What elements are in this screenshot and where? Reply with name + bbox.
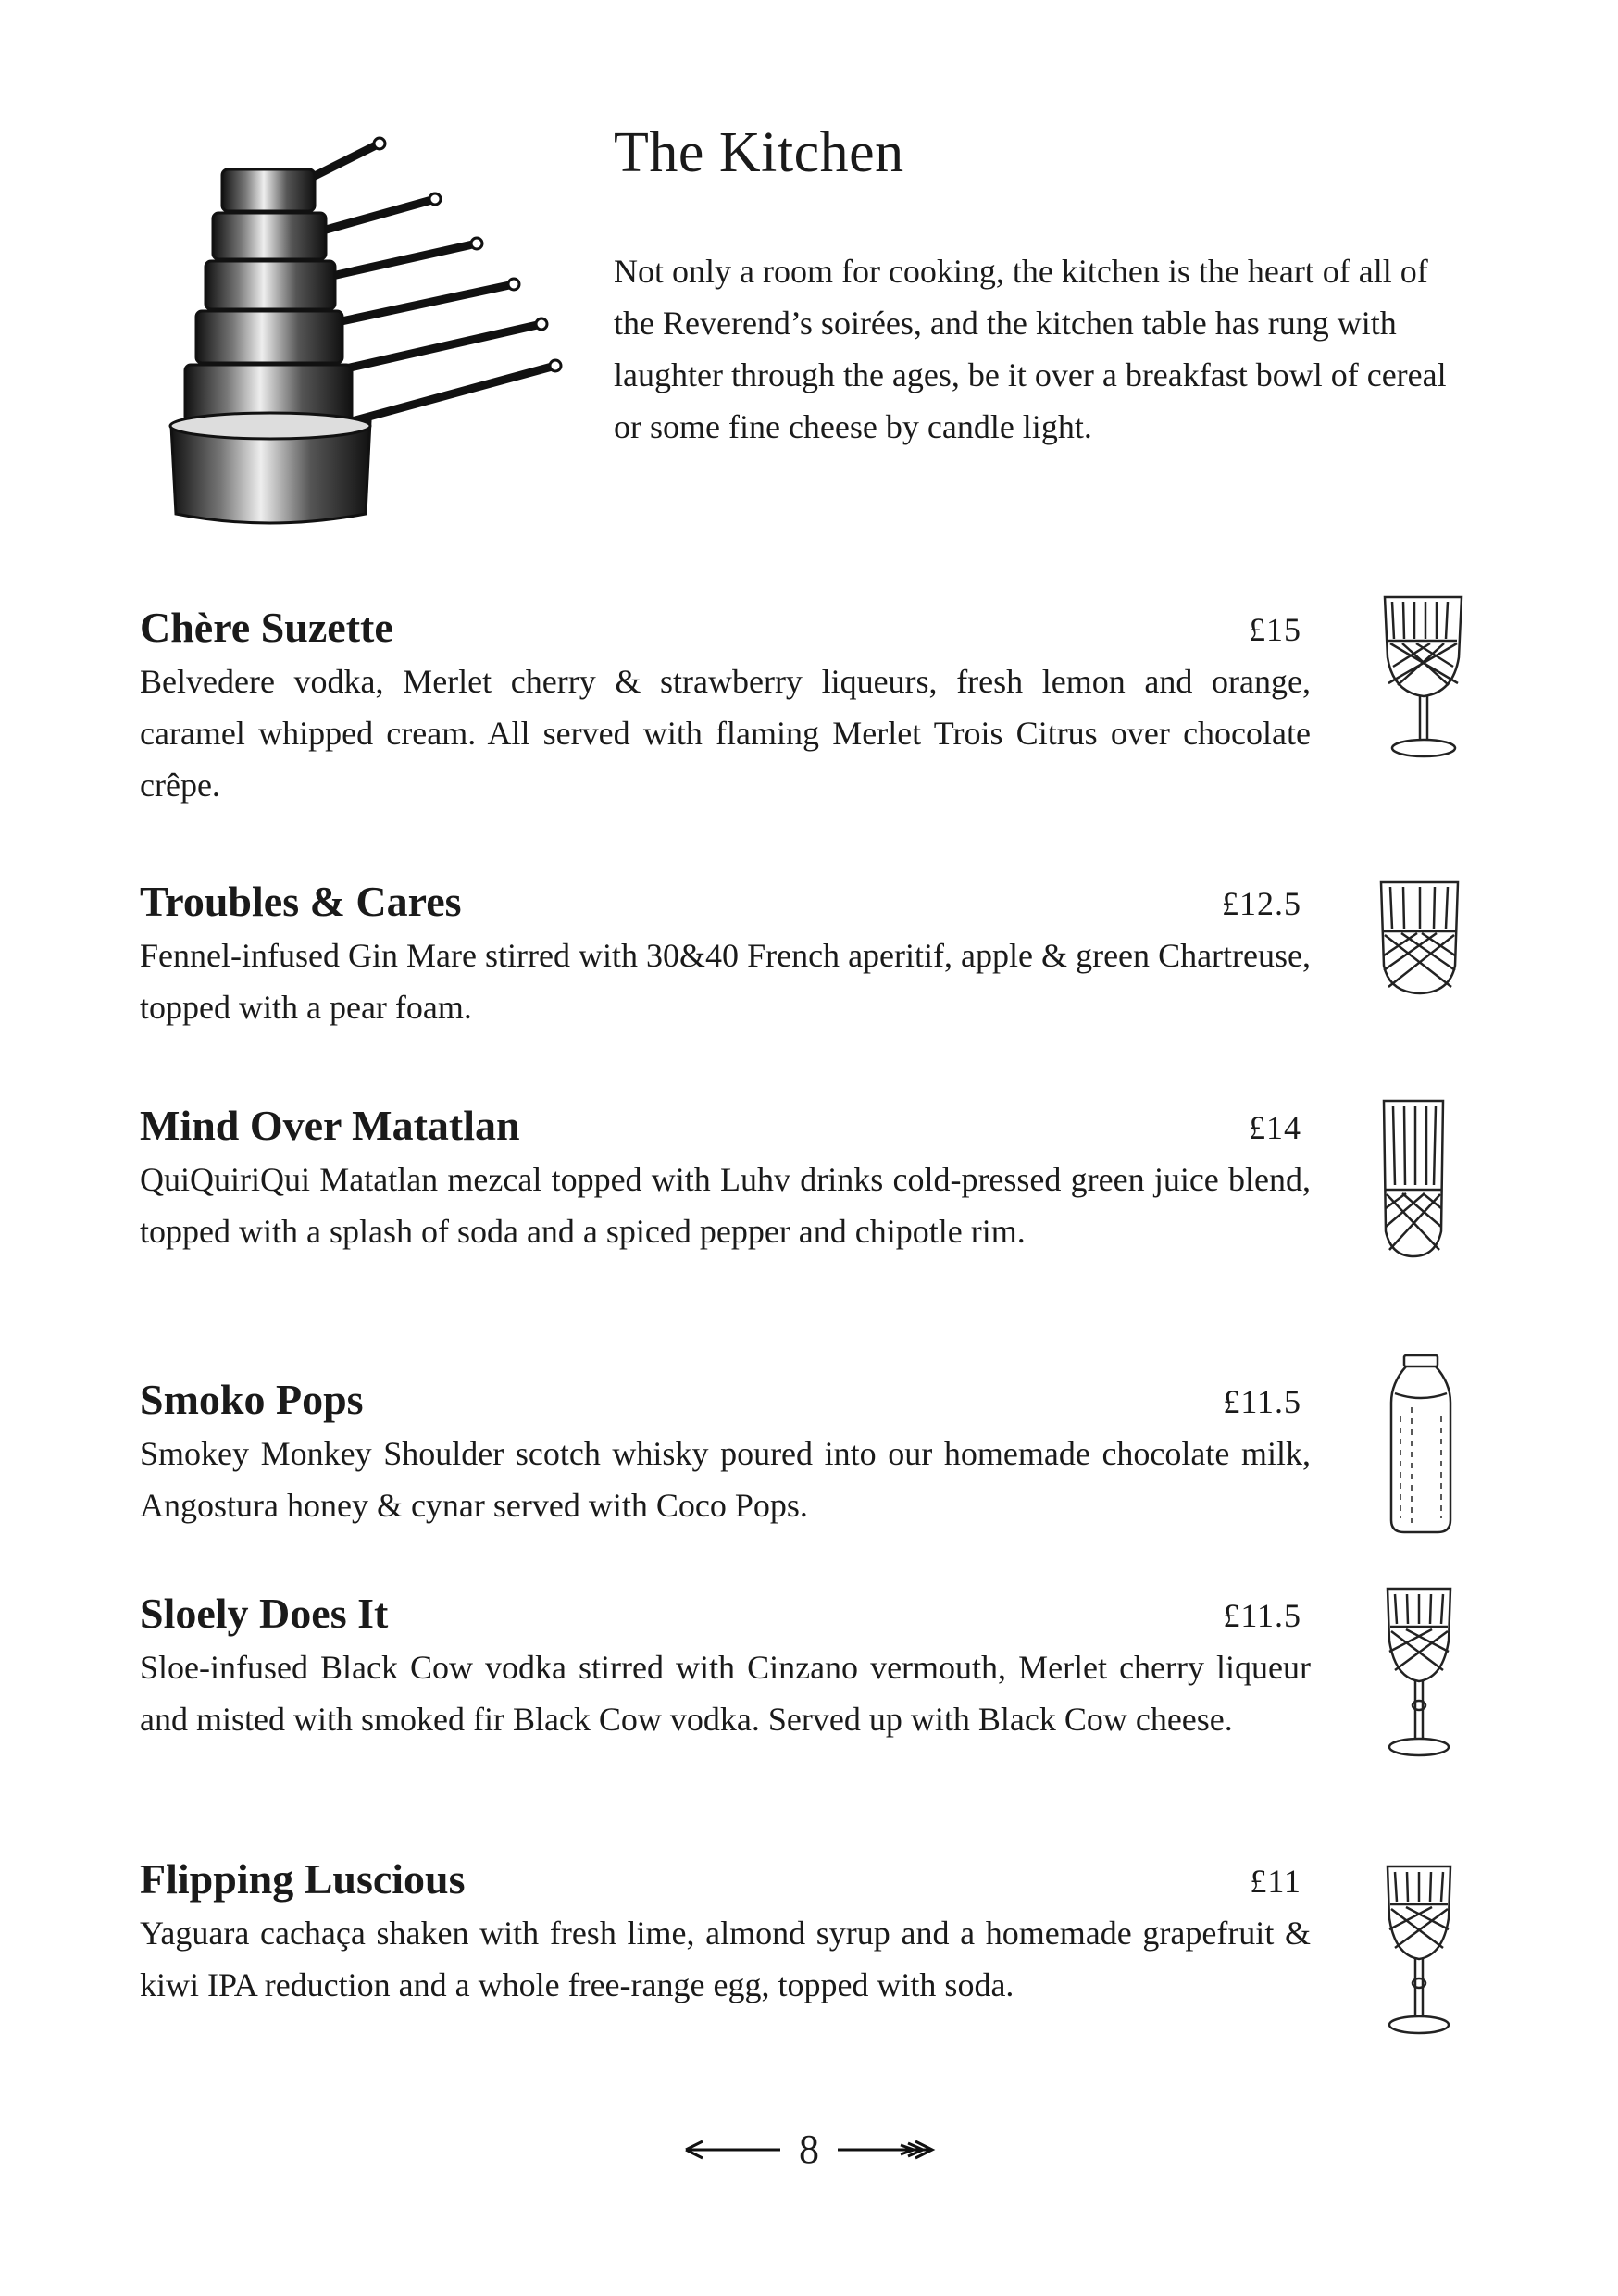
item-price: £11.5 [1223, 1597, 1301, 1634]
menu-item-smoko-pops [140, 1372, 1311, 1531]
saucepans-illustration [157, 125, 574, 532]
item-description: Fennel-infused Gin Mare stirred with 30&40 French aperitif, apple & green Chartreuse, topped with a pear foam. [140, 937, 1311, 1026]
section-title: The Kitchen [614, 121, 904, 184]
item-description: QuiQuiriQui Matatlan mezcal topped with Luhv drinks cold-pressed green juice blend, topped with a splash of soda and a spiced pepper and chipotle rim. [140, 1161, 1311, 1250]
item-price: £11 [1250, 1863, 1301, 1900]
menu-item-troubles-and-cares [140, 874, 1311, 1033]
wine-glass-icon [1382, 1585, 1456, 1761]
item-name: Troubles & Cares [140, 878, 462, 925]
item-description: Belvedere vodka, Merlet cherry & strawberry liqueurs, fresh lemon and orange, caramel whipped cream. All served with flaming Merlet Trois Citrus over chocolate crêpe. [140, 663, 1311, 804]
item-description: Yaguara cachaça shaken with fresh lime, almond syrup and a homemade grapefruit & kiwi IPA reduction and a whole free-range egg, topped with soda. [140, 1915, 1311, 2003]
section-intro: Not only a room for cooking, the kitchen is the heart of all of the Reverend’s soirées, and the kitchen table has rung with laughter through the ages, be it over a breakfast bowl of cereal or some fine cheese by candle light. [614, 253, 1447, 445]
tumbler-glass-icon [1375, 878, 1463, 998]
page-number: 8 [799, 2127, 819, 2172]
item-price: £14 [1249, 1109, 1301, 1146]
item-price: £15 [1249, 611, 1301, 648]
item-name: Mind Over Matatlan [140, 1102, 520, 1149]
page-footer [0, 2122, 1618, 2177]
menu-item-flipping-luscious [140, 1852, 1311, 2011]
highball-glass-icon [1376, 1097, 1450, 1259]
item-name: Chère Suzette [140, 604, 393, 651]
item-name: Smoko Pops [140, 1376, 364, 1423]
item-description: Sloe-infused Black Cow vodka stirred with Cinzano vermouth, Merlet cherry liqueur and misted with smoked fir Black Cow vodka. Served up with Black Cow cheese. [140, 1649, 1311, 1738]
item-name: Sloely Does It [140, 1590, 389, 1637]
right-arrow-ornament-icon [834, 2136, 936, 2164]
menu-item-mind-over-matatlan [140, 1098, 1311, 1257]
milk-bottle-icon [1384, 1352, 1458, 1537]
goblet-glass-icon [1379, 593, 1467, 764]
item-price: £12.5 [1222, 885, 1301, 922]
wine-glass-icon [1382, 1863, 1456, 2039]
item-name: Flipping Luscious [140, 1855, 466, 1903]
item-description: Smokey Monkey Shoulder scotch whisky poured into our homemade chocolate milk, Angostura honey & cynar served with Coco Pops. [140, 1435, 1311, 1524]
left-arrow-ornament-icon [682, 2136, 784, 2164]
menu-item-sloely-does-it [140, 1586, 1311, 1745]
menu-item-chere-suzette [140, 600, 1311, 811]
item-price: £11.5 [1223, 1383, 1301, 1420]
